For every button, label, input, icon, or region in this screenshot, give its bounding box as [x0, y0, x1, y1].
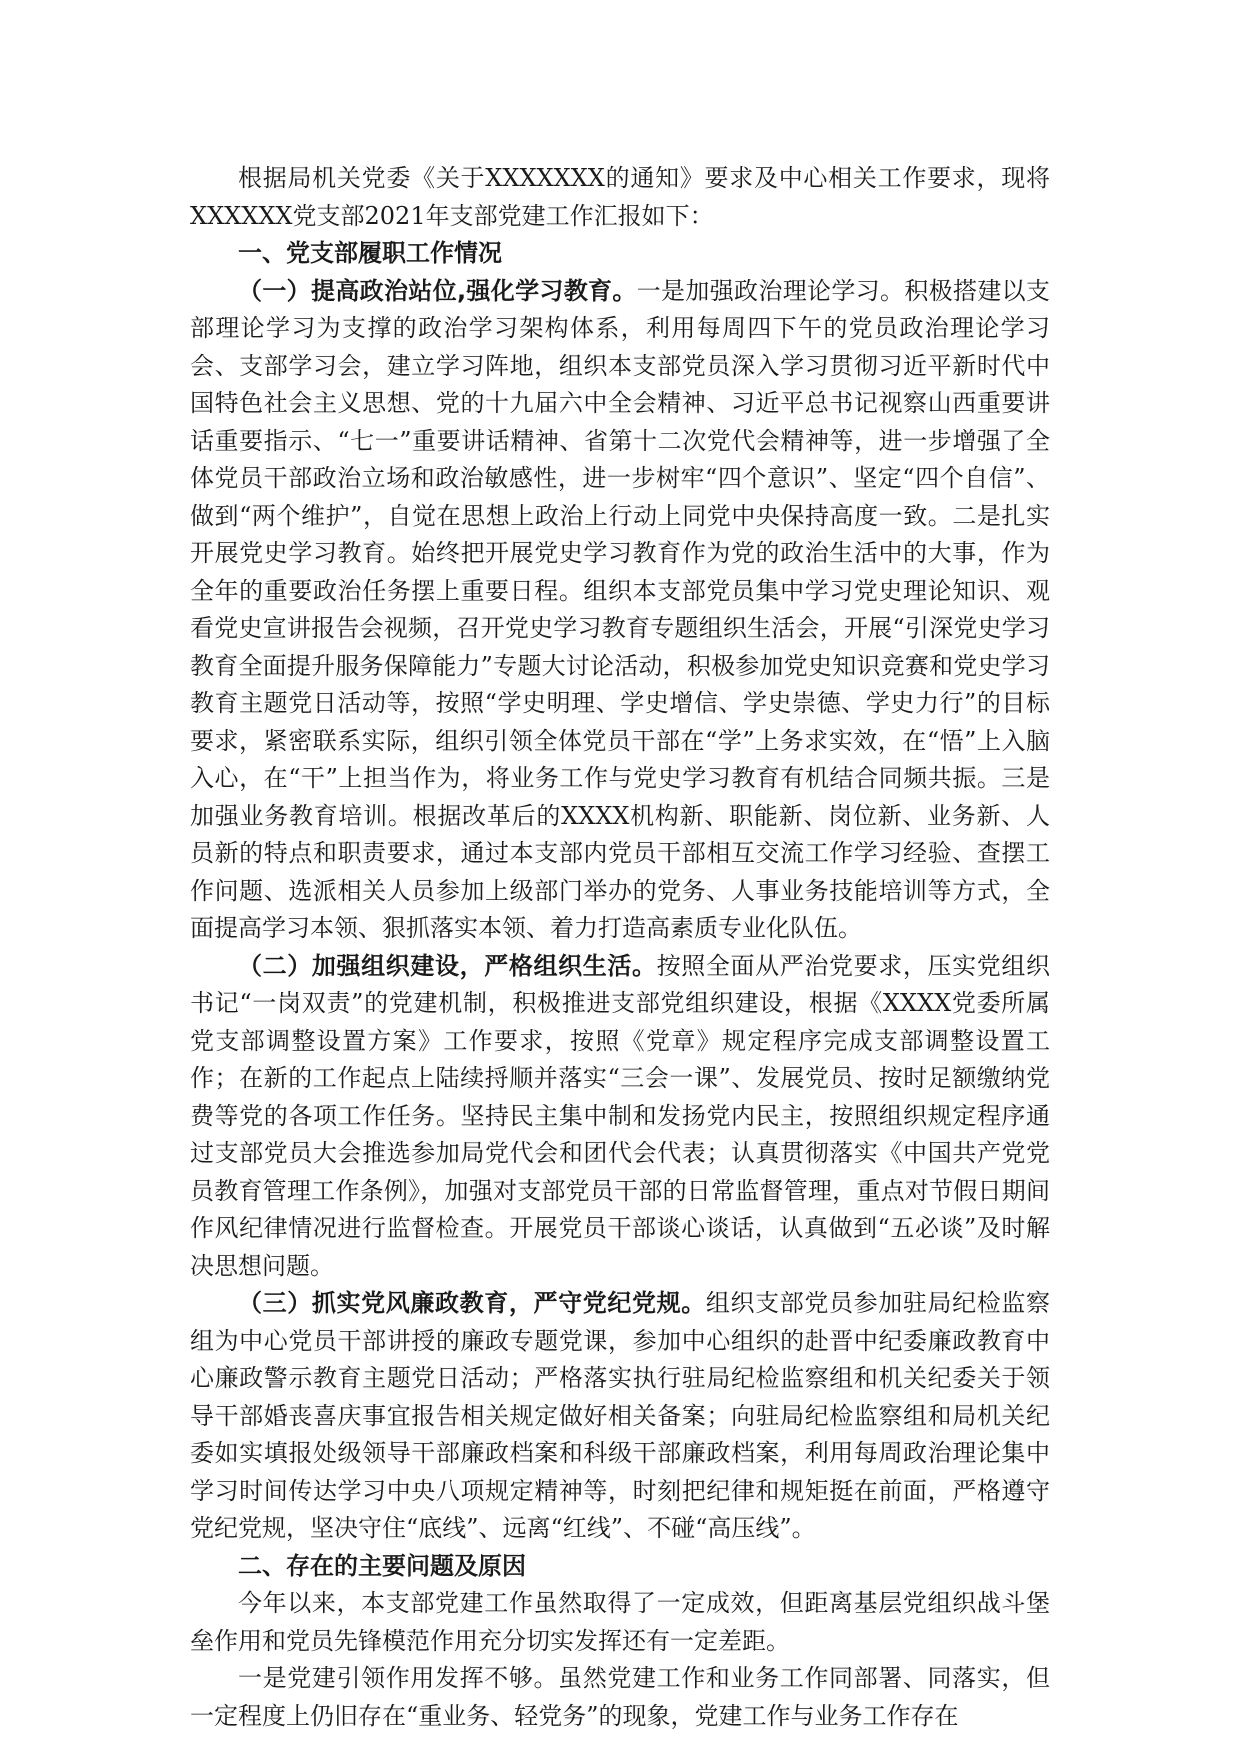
subsection-3-title: （三）抓实党风廉政教育，严守党纪党规。: [238, 1289, 706, 1317]
subsection-2-body: 按照全面从严治党要求，压实党组织书记“一岗双责”的党建机制，积极推进支部党组织建设，根据《XXXX党委所属党支部调整设置方案》工作要求，按照《党章》规定程序完成支部调整设置工作；在新的工作起点上陆续捋顺并落实“三会一课”、发展党员、按时足额缴纳党费等党的各项工作任务。坚持民主集中制和发扬党内民主，按照组织规定程序通过支部党员大会推选参加局党代会和团代会代表；认真贯彻落实《中国共产党党员教育管理工作条例》，加强对支部党员干部的日常监督管理，重点对节假日期间作风纪律情况进行监督检查。开展党员干部谈心谈话，认真做到“五必谈”及时解决思想问题。: [190, 951, 1050, 1280]
section-1-heading: 一、党支部履职工作情况: [238, 239, 502, 267]
document-body: [190, 160, 1050, 1735]
subsection-3-body: 组织支部党员参加驻局纪检监察组为中心党员干部讲授的廉政专题党课，参加中心组织的赴晋中纪委廉政教育中心廉政警示教育主题党日活动；严格落实执行驻局纪检监察组和机关纪委关于领导干部婚丧喜庆事宜报告相关规定做好相关备案；向驻局纪检监察组和局机关纪委如实填报处级领导干部廉政档案和科级干部廉政档案，利用每周政治理论集中学习时间传达学习中央八项规定精神等，时刻把纪律和规矩挺在前面，严格遵守党纪党规，坚决守住“底线”、远离“红线”、不碰“高压线”。: [190, 1289, 1050, 1542]
section-2-paragraph-1: 一是党建引领作用发挥不够。虽然党建工作和业务工作同部署、同落实，但一定程度上仍旧存在“重业务、轻党务”的现象，党建工作与业务工作存在: [190, 1664, 1050, 1730]
subsection-1-body: 一是加强政治理论学习。积极搭建以支部理论学习为支撑的政治学习架构体系，利用每周四下午的党员政治理论学习会、支部学习会，建立学习阵地，组织本支部党员深入学习贯彻习近平新时代中国特色社会主义思想、党的十九届六中全会精神、习近平总书记视察山西重要讲话重要指示、“七一”重要讲话精神、省第十二次党代会精神等，进一步增强了全体党员干部政治立场和政治敏感性，进一步树牢“四个意识”、坚定“四个自信”、做到“两个维护”，自觉在思想上政治上行动上同党中央保持高度一致。二是扎实开展党史学习教育。始终把开展党史学习教育作为党的政治生活中的大事，作为全年的重要政治任务摆上重要日程。组织本支部党员集中学习党史理论知识、观看党史宣讲报告会视频，召开党史学习教育专题组织生活会，开展“引深党史学习教育全面提升服务保障能力”专题大讨论活动，积极参加党史知识竞赛和党史学习教育主题党日活动等，按照“学史明理、学史增信、学史崇德、学史力行”的目标要求，紧密联系实际，组织引领全体党员干部在“学”上务求实效，在“悟”上入脑入心，在“干”上担当作为，将业务工作与党史学习教育有机结合同频共振。三是加强业务教育培训。根据改革后的XXXX机构新、职能新、岗位新、业务新、人员新的特点和职责要求，通过本支部内党员干部相互交流工作学习经验、查摆工作问题、选派相关人员参加上级部门举办的党务、人事业务技能培训等方式，全面提高学习本领、狠抓落实本领、着力打造高素质专业化队伍。: [190, 276, 1050, 942]
subsection-1-paragraph: [190, 273, 1050, 948]
subsection-3-paragraph: [190, 1285, 1050, 1548]
intro-paragraph: 根据局机关党委《关于XXXXXXX的通知》要求及中心相关工作要求，现将XXXXXX党支部2021年支部党建工作汇报如下：: [190, 164, 1050, 230]
section-2-heading: 二、存在的主要问题及原因: [238, 1551, 526, 1580]
section-2-intro: 今年以来，本支部党建工作虽然取得了一定成效，但距离基层党组织战斗堡垒作用和党员先锋模范作用充分切实发挥还有一定差距。: [190, 1589, 1050, 1655]
subsection-2-title: （二）加强组织建设，严格组织生活。: [238, 951, 657, 980]
subsection-1-title: （一）提高政治站位,强化学习教育。: [238, 276, 637, 305]
subsection-2-paragraph: [190, 948, 1050, 1286]
